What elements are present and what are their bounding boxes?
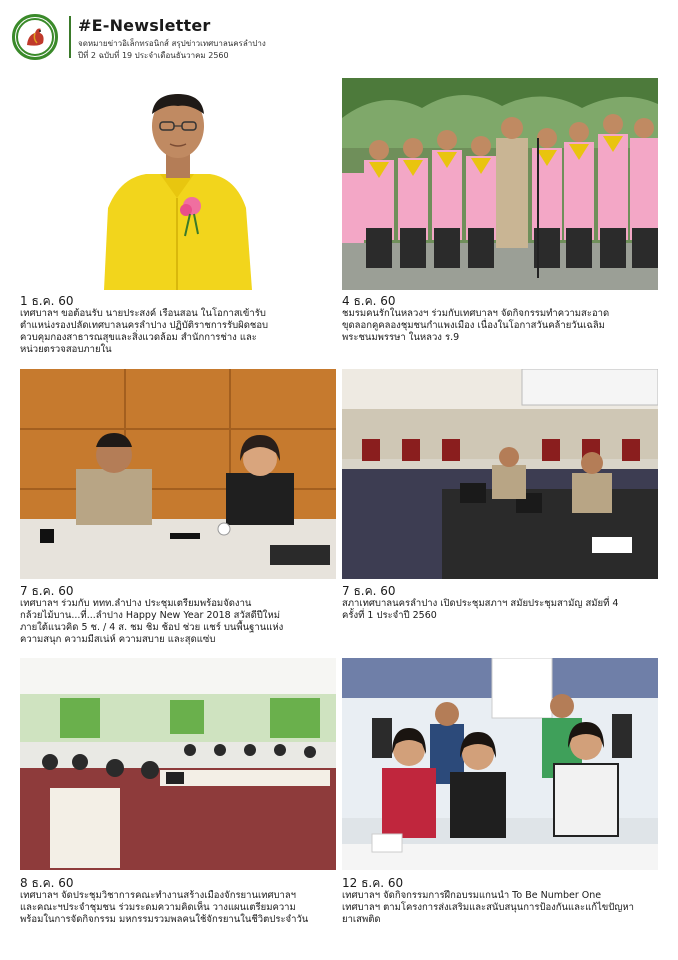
- photo-council-session: [342, 369, 658, 579]
- item-text-line: เทศบาลฯ ขอต้อนรับ นายประสงค์ เรือนสอน ในโอกาสเข้ารับ: [20, 308, 266, 319]
- caption-item-4: [342, 584, 658, 622]
- item-date: 4 ธ.ค. 60: [342, 294, 396, 308]
- item-date: 1 ธ.ค. 60: [20, 294, 74, 308]
- item-text-line: หน่วยตรวจสอบภายใน: [20, 344, 112, 355]
- item-date: 7 ธ.ค. 60: [342, 584, 396, 598]
- municipality-logo: [12, 14, 58, 60]
- item-text-line: ยาเสพติด: [342, 914, 381, 925]
- item-text-line: เทศบาลฯ จัดประชุมวิชาการคณะทำงานสร้างเมืองจักรยานเทศบาลฯ: [20, 890, 297, 901]
- item-text-line: ควบคุมกองสาธารณสุขและสิ่งแวดล้อม สำนักการช่าง และ: [20, 332, 257, 343]
- item-text-line: ตำแหน่งรองปลัดเทศบาลนครลำปาง ปฏิบัติราชการรับผิดชอบ: [20, 320, 269, 331]
- newsletter-header: [12, 14, 666, 64]
- item-text-line: ครั้งที่ 1 ประจำปี 2560: [342, 610, 437, 621]
- item-text-line: และคณะฯประจำชุมชน ร่วมระดมความคิดเห็น วางแผนเตรียมความ: [20, 902, 296, 913]
- item-text-line: พร้อมในการจัดกิจกรรม มหกรรมรวมพลคนใช้จักรยานในชีวิตประจำวัน: [20, 914, 309, 925]
- rooster-logo-icon: [15, 17, 55, 57]
- item-text-line: ความสนุก ความมีสเน่ห์ ความสบาย และสุดแซ่บ: [20, 634, 216, 645]
- newsletter-subtitle: จดหมายข่าวอิเล็กทรอนิกส์ สรุปข่าวเทศบาลนครลำปาง: [78, 39, 266, 48]
- item-date: 8 ธ.ค. 60: [20, 876, 74, 890]
- item-text-line: เทศบาลฯ จัดกิจกรรมการฝึกอบรมแกนนำ To Be Number One: [342, 890, 602, 901]
- item-text-line: เทศบาลฯ ร่วมกับ ททท.ลำปาง ประชุมเตรียมพร้อมจัดงาน: [20, 598, 252, 609]
- photo-portrait: [20, 78, 336, 290]
- item-text-line: ขุดลอกคูคลองชุมชนกำแพงเมือง เนื่องในโอกาสวันคล้ายวันเฉลิม: [342, 320, 605, 331]
- caption-item-5: [20, 876, 336, 926]
- item-text-line: ชมรมคนรักในหลวงฯ ร่วมกับเทศบาลฯ จัดกิจกรรมทำความสะอาด: [342, 308, 610, 319]
- caption-item-1: [20, 294, 336, 356]
- caption-item-3: [20, 584, 336, 646]
- photo-tat-meeting: [20, 369, 336, 579]
- photo-to-be-number-one: [342, 658, 658, 870]
- item-date: 7 ธ.ค. 60: [20, 584, 74, 598]
- header-divider: [69, 16, 71, 58]
- item-date: 12 ธ.ค. 60: [342, 876, 404, 890]
- caption-item-2: [342, 294, 658, 344]
- photo-bicycle-workshop: [20, 658, 336, 870]
- item-text-line: เทศบาลฯ ตามโครงการส่งเสริมและสนับสนุนการป้องกันและแก้ไขปัญหา: [342, 902, 634, 913]
- item-text-line: ภายใต้แนวคิด 5 ช. / 4 ส. ชม ชิม ช้อป ช่วย แชร์ บนพื้นฐานแห่ง: [20, 622, 284, 633]
- item-text-line: สภาเทศบาลนครลำปาง เปิดประชุมสภาฯ สมัยประชุมสามัญ สมัยที่ 4: [342, 598, 619, 609]
- caption-item-6: [342, 876, 658, 926]
- newsletter-issue: ปีที่ 2 ฉบับที่ 19 ประจำเดือนธันวาคม 2560: [78, 51, 229, 60]
- item-text-line: พระชนมพรรษา ในหลวง ร.9: [342, 332, 460, 343]
- photo-cleanup-event: [342, 78, 658, 290]
- newsletter-title: #E-Newsletter: [78, 16, 211, 35]
- item-text-line: กล้วยไม้บาน...ที่...ลำปาง Happy New Year 2018 สวัสดีปีใหม่: [20, 610, 280, 621]
